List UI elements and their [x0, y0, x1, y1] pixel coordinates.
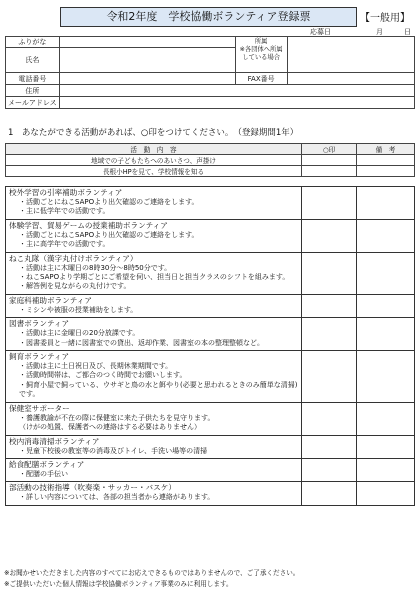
volunteer-section-bullet: ・主に高学年での活動です。	[19, 240, 110, 249]
volunteer-section	[6, 482, 415, 505]
volunteer-section-body	[6, 187, 302, 220]
volunteer-section-bullet: ・活動ごとにねこSAPOより出欠確認のご連絡をします。	[19, 198, 199, 206]
mark-cell[interactable]	[302, 402, 357, 435]
form-type-badge: 【一般用】	[360, 13, 410, 24]
volunteer-section-bullet: ・活動ごとにねこSAPOより出欠確認のご連絡をします。	[19, 230, 199, 239]
affiliation-cell	[235, 37, 287, 73]
activity-row-greeting: 地域での子どもたちへのあいさつ、声掛け	[6, 155, 302, 166]
volunteer-section-title: 校内消毒清掃ボランティア	[9, 436, 100, 446]
note-cell[interactable]	[357, 482, 415, 505]
volunteer-section	[6, 351, 415, 403]
volunteer-section-bullet: （けがの処置、保護者への連絡はする必要はありません）	[19, 423, 201, 432]
mark-cell[interactable]	[302, 252, 357, 294]
volunteer-section	[6, 318, 415, 351]
email-label: メールアドレス	[6, 97, 60, 109]
note-cell[interactable]	[357, 187, 415, 220]
note-cell[interactable]	[357, 318, 415, 351]
volunteer-section-bullet: ・児童下校後の教室等の消毒及びトイレ、手洗い場等の清掃	[19, 446, 208, 455]
footer-note-1: ※お聞かせいただきました内容のすべてにお応えできるものではありませんので、ご了承ください。	[4, 569, 300, 577]
note-cell[interactable]	[357, 435, 415, 458]
volunteer-section-title: 部活動の技術指導（吹奏楽・サッカー・バスケ）	[9, 483, 176, 493]
address-label: 住所	[6, 85, 60, 97]
name-field[interactable]	[59, 48, 235, 73]
phone-label: 電話番号	[6, 73, 60, 85]
fax-label: FAX番号	[235, 73, 287, 85]
date-label: 応募日	[310, 28, 331, 36]
volunteer-section-body	[6, 219, 302, 252]
volunteer-section-bullet: ・主に低学年での活動です。	[19, 207, 110, 216]
volunteer-section-bullet: ・養護教諭が不在の際に保健室に来た子供たちを見守ります。	[19, 413, 215, 422]
mark-cell[interactable]	[302, 435, 357, 458]
volunteer-section-title: 給食配膳ボランティア	[9, 459, 85, 469]
volunteer-section	[6, 402, 415, 435]
volunteer-section-bullet: ・解答例を見ながらの丸付けです。	[19, 282, 131, 291]
furigana-label: ふりがな	[6, 37, 60, 48]
volunteer-section-title: 校外学習の引率補助ボランティア	[9, 188, 123, 197]
volunteer-section-body	[6, 294, 302, 317]
volunteer-section-bullet: ・活動は主に木曜日の8時30分～8時50分です。	[19, 263, 172, 272]
volunteer-section-body	[6, 482, 302, 505]
volunteer-section-title: 家庭科補助ボランティア	[9, 295, 92, 305]
volunteer-section-bullet: ・図書委員と一緒に図書室での貸出、返却作業、図書室の本の整理整頓など。	[19, 338, 264, 347]
day-label: 日	[404, 28, 411, 36]
volunteer-section-table	[5, 186, 415, 506]
volunteer-section	[6, 294, 415, 317]
note-cell[interactable]	[357, 458, 415, 481]
volunteer-section-title: 体験学習、貿易ゲームの授業補助ボランティア	[9, 220, 168, 230]
volunteer-section-title: 飼育ボランティア	[9, 352, 70, 362]
volunteer-section	[6, 252, 415, 294]
activity-row-hp: 長根小HPを見て、学校情報を知る	[6, 166, 302, 177]
volunteer-section-body	[6, 351, 302, 403]
mark-cell[interactable]	[302, 482, 357, 505]
volunteer-section	[6, 458, 415, 481]
fax-field[interactable]	[287, 73, 414, 85]
note-cell[interactable]	[357, 294, 415, 317]
volunteer-section-bullet: ・ミシンや被服の授業補助をします。	[19, 305, 138, 314]
volunteer-section	[6, 219, 415, 252]
volunteer-section-body	[6, 252, 302, 294]
month-label: 月	[376, 28, 383, 36]
address-field[interactable]	[59, 85, 414, 97]
volunteer-section-title: 保健室サポーター	[9, 403, 70, 413]
mark-cell[interactable]	[302, 155, 357, 166]
mark-cell[interactable]	[302, 351, 357, 403]
note-cell[interactable]	[357, 155, 415, 166]
affiliation-field[interactable]	[287, 37, 414, 73]
mark-cell[interactable]	[302, 219, 357, 252]
phone-field[interactable]	[59, 73, 235, 85]
mark-cell[interactable]	[302, 187, 357, 220]
section1-heading: 1 あなたができる活動があれば、○印をつけてください。 （登録期間1年）	[8, 128, 299, 138]
name-label: 氏名	[6, 48, 60, 73]
volunteer-section	[6, 187, 415, 220]
mark-cell[interactable]	[302, 166, 357, 177]
volunteer-section-bullet: ・活動は主に金曜日の20分放課です。	[19, 329, 140, 338]
volunteer-section	[6, 435, 415, 458]
affiliation-label: 所属	[254, 38, 268, 45]
volunteer-section-bullet: ・配膳の手伝い	[19, 469, 68, 478]
volunteer-section-title: 図書ボランティア	[9, 319, 70, 329]
col-activity-header: 活 動 内 容	[6, 144, 302, 155]
mark-cell[interactable]	[302, 294, 357, 317]
volunteer-section-body	[6, 318, 302, 351]
affiliation-note: ※各団体へ所属している場合	[239, 46, 283, 61]
applicant-form	[5, 36, 415, 109]
volunteer-section-title: ねこ丸隊（漢字丸付けボランティア）	[9, 253, 138, 263]
note-cell[interactable]	[357, 351, 415, 403]
volunteer-section-bullet: ・ねこSAPOより学期ごとにご希望を伺い、担当日と担当クラスのシフトを組みます。	[19, 273, 290, 282]
furigana-field[interactable]	[59, 37, 235, 48]
volunteer-section-body	[6, 402, 302, 435]
page-title: 令和2年度 学校協働ボランティア登録票	[60, 7, 357, 27]
email-field[interactable]	[59, 97, 414, 109]
volunteer-section-bullet: ・詳しい内容については、各部の担当者から連絡があります。	[19, 493, 215, 502]
col-mark-header: ○印	[302, 144, 357, 155]
volunteer-section-bullet: ・飼育小屋で飼っている、ウサギと鳥の水と餌やり(必要と思われるときのみ簡単な清掃)です。	[19, 380, 298, 399]
activity-table	[5, 143, 415, 177]
col-note-header: 備 考	[357, 144, 415, 155]
note-cell[interactable]	[357, 252, 415, 294]
volunteer-section-body	[6, 458, 302, 481]
footer-note-2: ※ご提供いただいた個人情報は学校協働ボランティア事業のみに利用します。	[4, 580, 233, 588]
mark-cell[interactable]	[302, 318, 357, 351]
volunteer-section-body	[6, 435, 302, 458]
note-cell[interactable]	[357, 219, 415, 252]
note-cell[interactable]	[357, 166, 415, 177]
note-cell[interactable]	[357, 402, 415, 435]
volunteer-section-bullet: ・活動時間帯は、ご都合のつく時間でお願いします。	[19, 371, 187, 380]
volunteer-section-bullet: ・活動は主に土日祝日及び、長期休業期間です。	[19, 362, 173, 371]
mark-cell[interactable]	[302, 458, 357, 481]
